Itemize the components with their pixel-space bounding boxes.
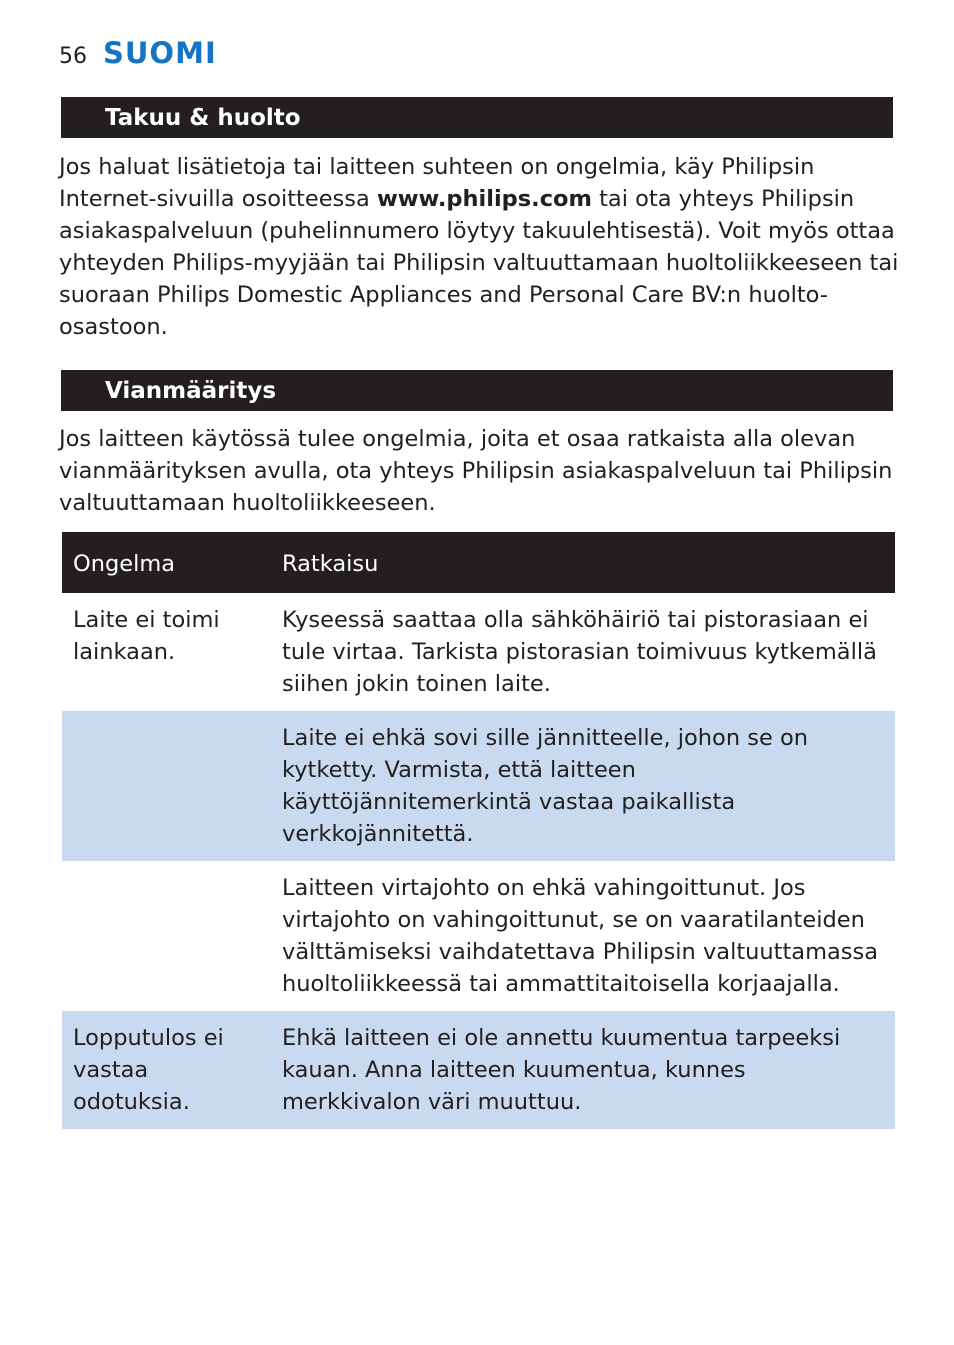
solution-cell: Ehkä laitteen ei ole annettu kuumentua tarpeeksi kauan. Anna laitteen kuumentua, kunnes merkkivalon väri muuttuu. (271, 1011, 895, 1129)
problem-cell (62, 861, 271, 1011)
solution-cell: Laitteen virtajohto on ehkä vahingoittunut. Jos virtajohto on vahingoittunut, se on vaaratilanteiden välttämiseksi vaihdatettava Philipsin valtuuttamassa huoltoliikkeessä tai ammattitaitoisella korjaajalla. (282, 875, 879, 997)
page-number: 56 (59, 44, 87, 69)
solution-cell: Laite ei ehkä sovi sille jännitteelle, johon se on kytketty. Varmista, että laitteen käyttöjännitemerkintä vastaa paikallista verkkojännitettä. (271, 711, 895, 861)
table-row (62, 861, 895, 1011)
problem-cell (62, 711, 271, 861)
table-row (62, 1011, 895, 1129)
solution-cell: Kyseessä saattaa olla sähköhäiriö tai pistorasiaan ei tule virtaa. Tarkista pistorasian toimivuus kytkemällä siihen jokin toinen laite. (282, 607, 877, 697)
problem-cell: Lopputulos ei vastaa odotuksia. (62, 1011, 271, 1129)
language-title: SUOMI (103, 36, 217, 70)
section-heading-warranty: Takuu & huolto (61, 97, 893, 138)
warranty-paragraph (59, 151, 899, 343)
troubleshooting-intro: Jos laitteen käytössä tulee ongelmia, joita et osaa ratkaista alla olevan vianmäärityksen avulla, ota yhteys Philipsin asiakaspalveluun tai Philipsin valtuuttamaan huoltoliikkeeseen. (59, 426, 893, 516)
problem-cell: Laite ei toimi lainkaan. (73, 607, 220, 665)
page-header (59, 36, 217, 76)
warranty-text-start: Jos haluat lisätietoja tai laitteen suhteen on ongelmia, käy Philipsin Internet-sivuilla osoitteessa (59, 154, 815, 212)
column-header-problem: Ongelma (62, 532, 271, 593)
table-row (62, 711, 895, 861)
table-header-row (62, 532, 895, 593)
column-header-solution: Ratkaisu (271, 532, 895, 593)
table-row (62, 593, 895, 711)
section-heading-troubleshooting: Vianmääritys (61, 370, 893, 411)
philips-website-link[interactable]: www.philips.com (376, 186, 592, 212)
troubleshooting-table (62, 532, 895, 1129)
warranty-text-end: tai ota yhteys Philipsin asiakaspalveluun (puhelinnumero löytyy takuulehtisestä). Voit myös ottaa yhteyden Philips-myyjään tai Philipsin valtuuttamaan huoltoliikkeeseen tai suoraan Philips Domestic Appliances and Personal Care BV:n huolto-osastoon. (59, 186, 899, 340)
